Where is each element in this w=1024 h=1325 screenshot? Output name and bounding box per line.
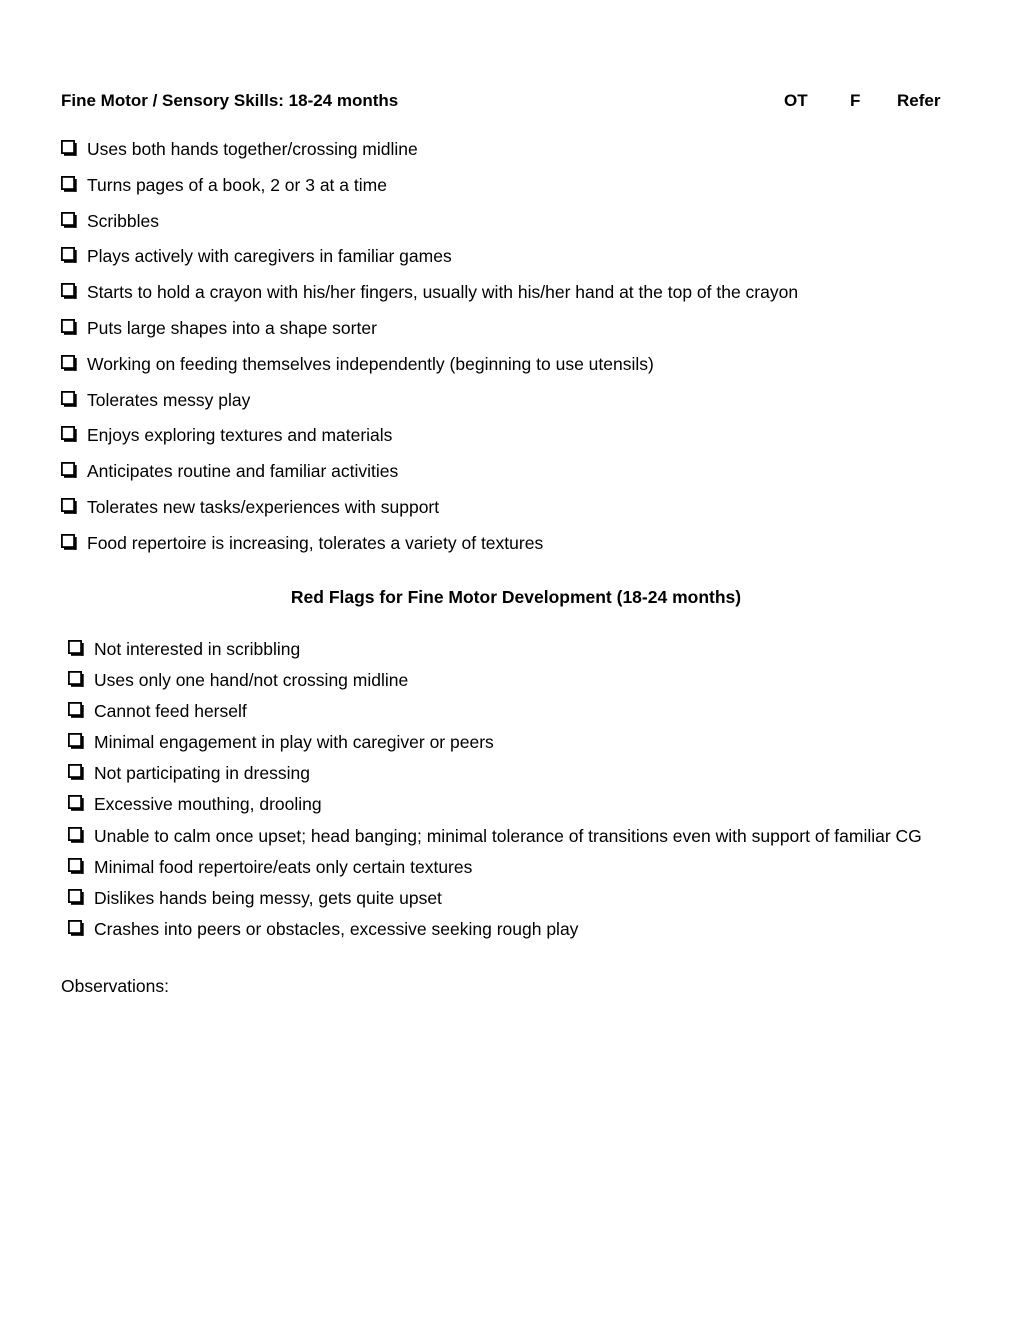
checkbox-icon[interactable]: [61, 354, 76, 375]
skills-checklist: [61, 139, 798, 569]
skill-item: [61, 425, 798, 461]
skill-item: [61, 318, 798, 354]
section-header: [61, 91, 961, 113]
skill-item: [61, 175, 798, 211]
skill-item: [61, 282, 798, 318]
skill-item: [61, 533, 798, 569]
skill-item-label: Enjoys exploring textures and materials: [87, 425, 393, 446]
red-flag-item-label: Cannot feed herself: [94, 701, 247, 722]
skill-item: [61, 497, 798, 533]
skill-item: [61, 211, 798, 247]
skill-item-label: Tolerates new tasks/experiences with support: [87, 496, 440, 517]
skill-item: [61, 246, 798, 282]
red-flag-item-label: Minimal food repertoire/eats only certain textures: [94, 856, 473, 877]
red-flag-item: [68, 826, 922, 857]
red-flag-item: [68, 639, 922, 670]
red-flag-item-label: Crashes into peers or obstacles, excessive seeking rough play: [94, 918, 579, 939]
red-flag-item-label: Excessive mouthing, drooling: [94, 794, 322, 815]
checkbox-icon[interactable]: [61, 533, 76, 554]
red-flag-item: [68, 670, 922, 701]
column-header-ot: OT: [784, 91, 808, 110]
skill-item-label: Scribbles: [87, 210, 159, 231]
checkbox-icon[interactable]: [68, 919, 83, 940]
checkbox-icon[interactable]: [61, 425, 76, 446]
checkbox-icon[interactable]: [61, 390, 76, 411]
skill-item-label: Turns pages of a book, 2 or 3 at a time: [87, 174, 387, 195]
red-flag-item-label: Unable to calm once upset; head banging; minimal tolerance of transitions even with support of familiar CG: [94, 825, 922, 846]
red-flag-item-label: Minimal engagement in play with caregiver or peers: [94, 732, 494, 753]
checkbox-icon[interactable]: [68, 826, 83, 847]
red-flag-item-label: Not interested in scribbling: [94, 639, 301, 659]
red-flag-item: [68, 888, 922, 919]
skill-item-label: Tolerates messy play: [87, 389, 251, 410]
checkbox-icon[interactable]: [61, 246, 76, 267]
red-flag-item: [68, 919, 922, 950]
skill-item-label: Food repertoire is increasing, tolerates a variety of textures: [87, 532, 544, 553]
checkbox-icon[interactable]: [68, 701, 83, 722]
red-flag-item: [68, 701, 922, 732]
checkbox-icon[interactable]: [68, 732, 83, 753]
red-flags-checklist: [68, 639, 922, 950]
red-flag-item-label: Uses only one hand/not crossing midline: [94, 670, 409, 691]
skill-item-label: Starts to hold a crayon with his/her fingers, usually with his/her hand at the top of the crayon: [87, 282, 799, 303]
skill-item-label: Plays actively with caregivers in familiar games: [87, 246, 452, 267]
checkbox-icon[interactable]: [68, 763, 83, 784]
checkbox-icon[interactable]: [68, 670, 83, 691]
column-header-refer: Refer: [897, 91, 941, 110]
column-header-f: F: [850, 91, 861, 110]
skill-item-label: Uses both hands together/crossing midline: [87, 139, 418, 159]
red-flag-item: [68, 763, 922, 794]
red-flags-title: Red Flags for Fine Motor Development (18-24 months): [290, 587, 742, 607]
observations-label: Observations:: [61, 976, 169, 996]
skill-item: [61, 461, 798, 497]
checkbox-icon[interactable]: [68, 857, 83, 878]
checkbox-icon[interactable]: [61, 175, 76, 196]
checkbox-icon[interactable]: [61, 461, 76, 482]
skill-item-label: Puts large shapes into a shape sorter: [87, 317, 377, 338]
checkbox-icon[interactable]: [61, 139, 76, 160]
skill-item: [61, 354, 798, 390]
checkbox-icon[interactable]: [61, 497, 76, 518]
red-flag-item: [68, 732, 922, 763]
checkbox-icon[interactable]: [68, 888, 83, 909]
skill-item-label: Working on feeding themselves independently (beginning to use utensils): [87, 353, 654, 374]
red-flag-item: [68, 794, 922, 825]
section-title: Fine Motor / Sensory Skills: 18-24 months: [61, 91, 399, 110]
skill-item-label: Anticipates routine and familiar activities: [87, 461, 399, 482]
checkbox-icon[interactable]: [68, 639, 83, 660]
checkbox-icon[interactable]: [68, 794, 83, 815]
skill-item: [61, 390, 798, 426]
red-flag-item: [68, 857, 922, 888]
skill-item: [61, 139, 798, 175]
checkbox-icon[interactable]: [61, 282, 76, 303]
red-flag-item-label: Dislikes hands being messy, gets quite upset: [94, 887, 442, 908]
red-flag-item-label: Not participating in dressing: [94, 763, 310, 784]
checkbox-icon[interactable]: [61, 318, 76, 339]
checkbox-icon[interactable]: [61, 211, 76, 232]
